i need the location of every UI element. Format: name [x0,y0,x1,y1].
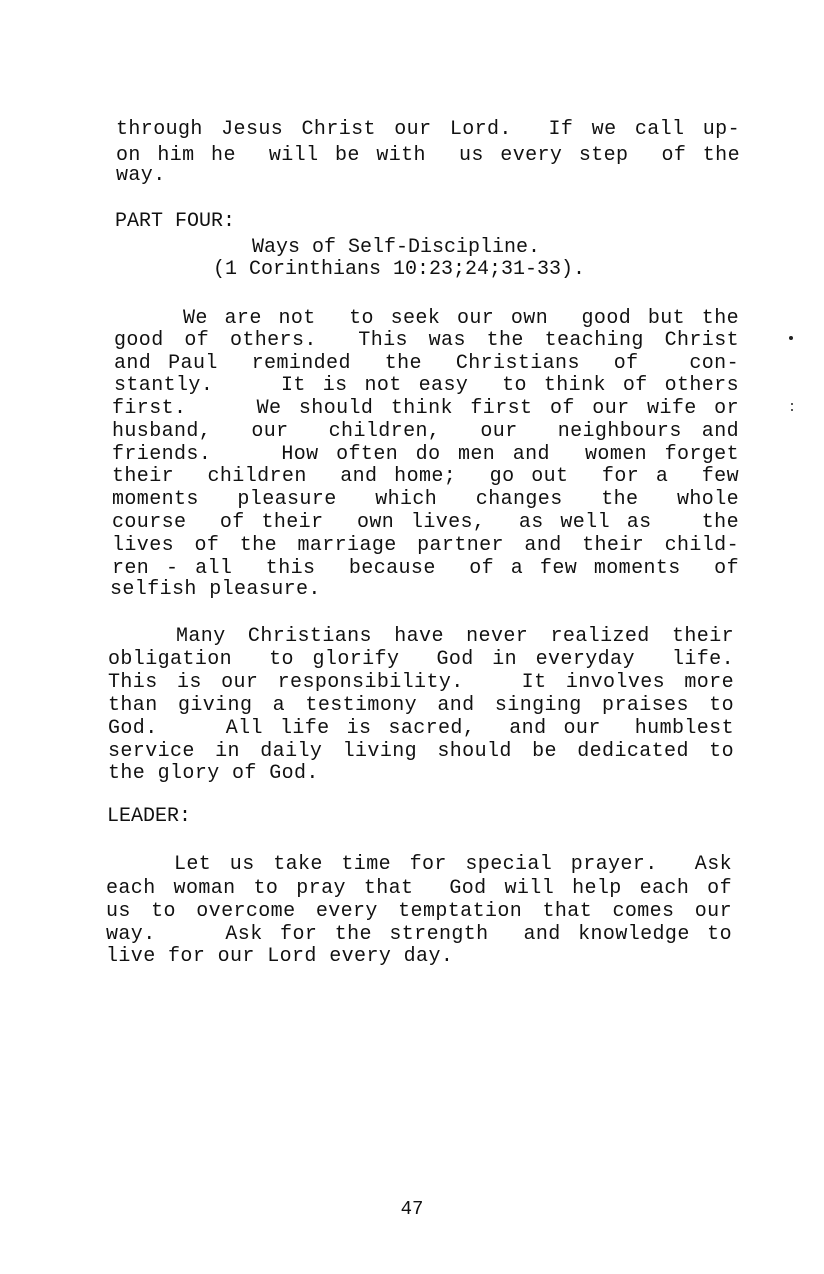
paragraph-line: ren - all this because of a few moments of [112,557,739,580]
page-number: 47 [400,1198,424,1220]
paragraph-line: their children and home; go out for a few [112,465,739,488]
paragraph-line: live for our Lord every day. [106,945,454,968]
paragraph-line: first. We should think first of our wife or [112,397,739,420]
paragraph-line: lives of the marriage partner and their child- [112,534,739,557]
intro-line: way. [116,164,166,187]
paragraph-line: God. All life is sacred, and our humblest [108,717,734,740]
paragraph-line: the glory of God. [108,762,319,785]
scripture-reference: (1 Corinthians 10:23;24;31-33). [213,258,586,281]
paragraph-line: husband, our children, our neighbours and [112,420,739,443]
paragraph-line: moments pleasure which changes the whole [112,488,739,511]
paragraph-line: stantly. It is not easy to think of others [114,374,739,397]
paragraph-line: selfish pleasure. [110,578,321,601]
paragraph-line: course of their own lives, as well as the [112,511,739,534]
section-heading: PART FOUR: [115,210,236,233]
paragraph-line: Let us take time for special prayer. Ask [174,853,732,876]
paragraph-line: This is our responsibility. It involves more [108,671,734,694]
paragraph-line: obligation to glorify God in everyday life. [108,648,734,671]
paragraph-line: Many Christians have never realized their [176,625,734,648]
paragraph-line: than giving a testimony and singing praises to [108,694,734,717]
paragraph-line: good of others. This was the teaching Christ [114,329,739,352]
intro-line: on him he will be with us every step of the [116,144,740,167]
paragraph-line: friends. How often do men and women forget [112,443,739,466]
scan-speck [791,403,793,405]
section-title: Ways of Self-Discipline. [252,236,541,259]
section-heading: LEADER: [107,805,192,828]
paragraph-line: and Paul reminded the Christians of con- [114,352,739,375]
scan-speck [789,336,793,340]
paragraph-line: service in daily living should be dedicated to [108,740,734,763]
intro-line: through Jesus Christ our Lord. If we call up- [116,118,740,141]
paragraph-line: way. Ask for the strength and knowledge to [106,923,732,946]
paragraph-line: us to overcome every temptation that comes our [106,900,732,923]
paragraph-line: each woman to pray that God will help each of [106,877,732,900]
paragraph-line: We are not to seek our own good but the [183,307,739,330]
scan-speck [791,409,793,411]
